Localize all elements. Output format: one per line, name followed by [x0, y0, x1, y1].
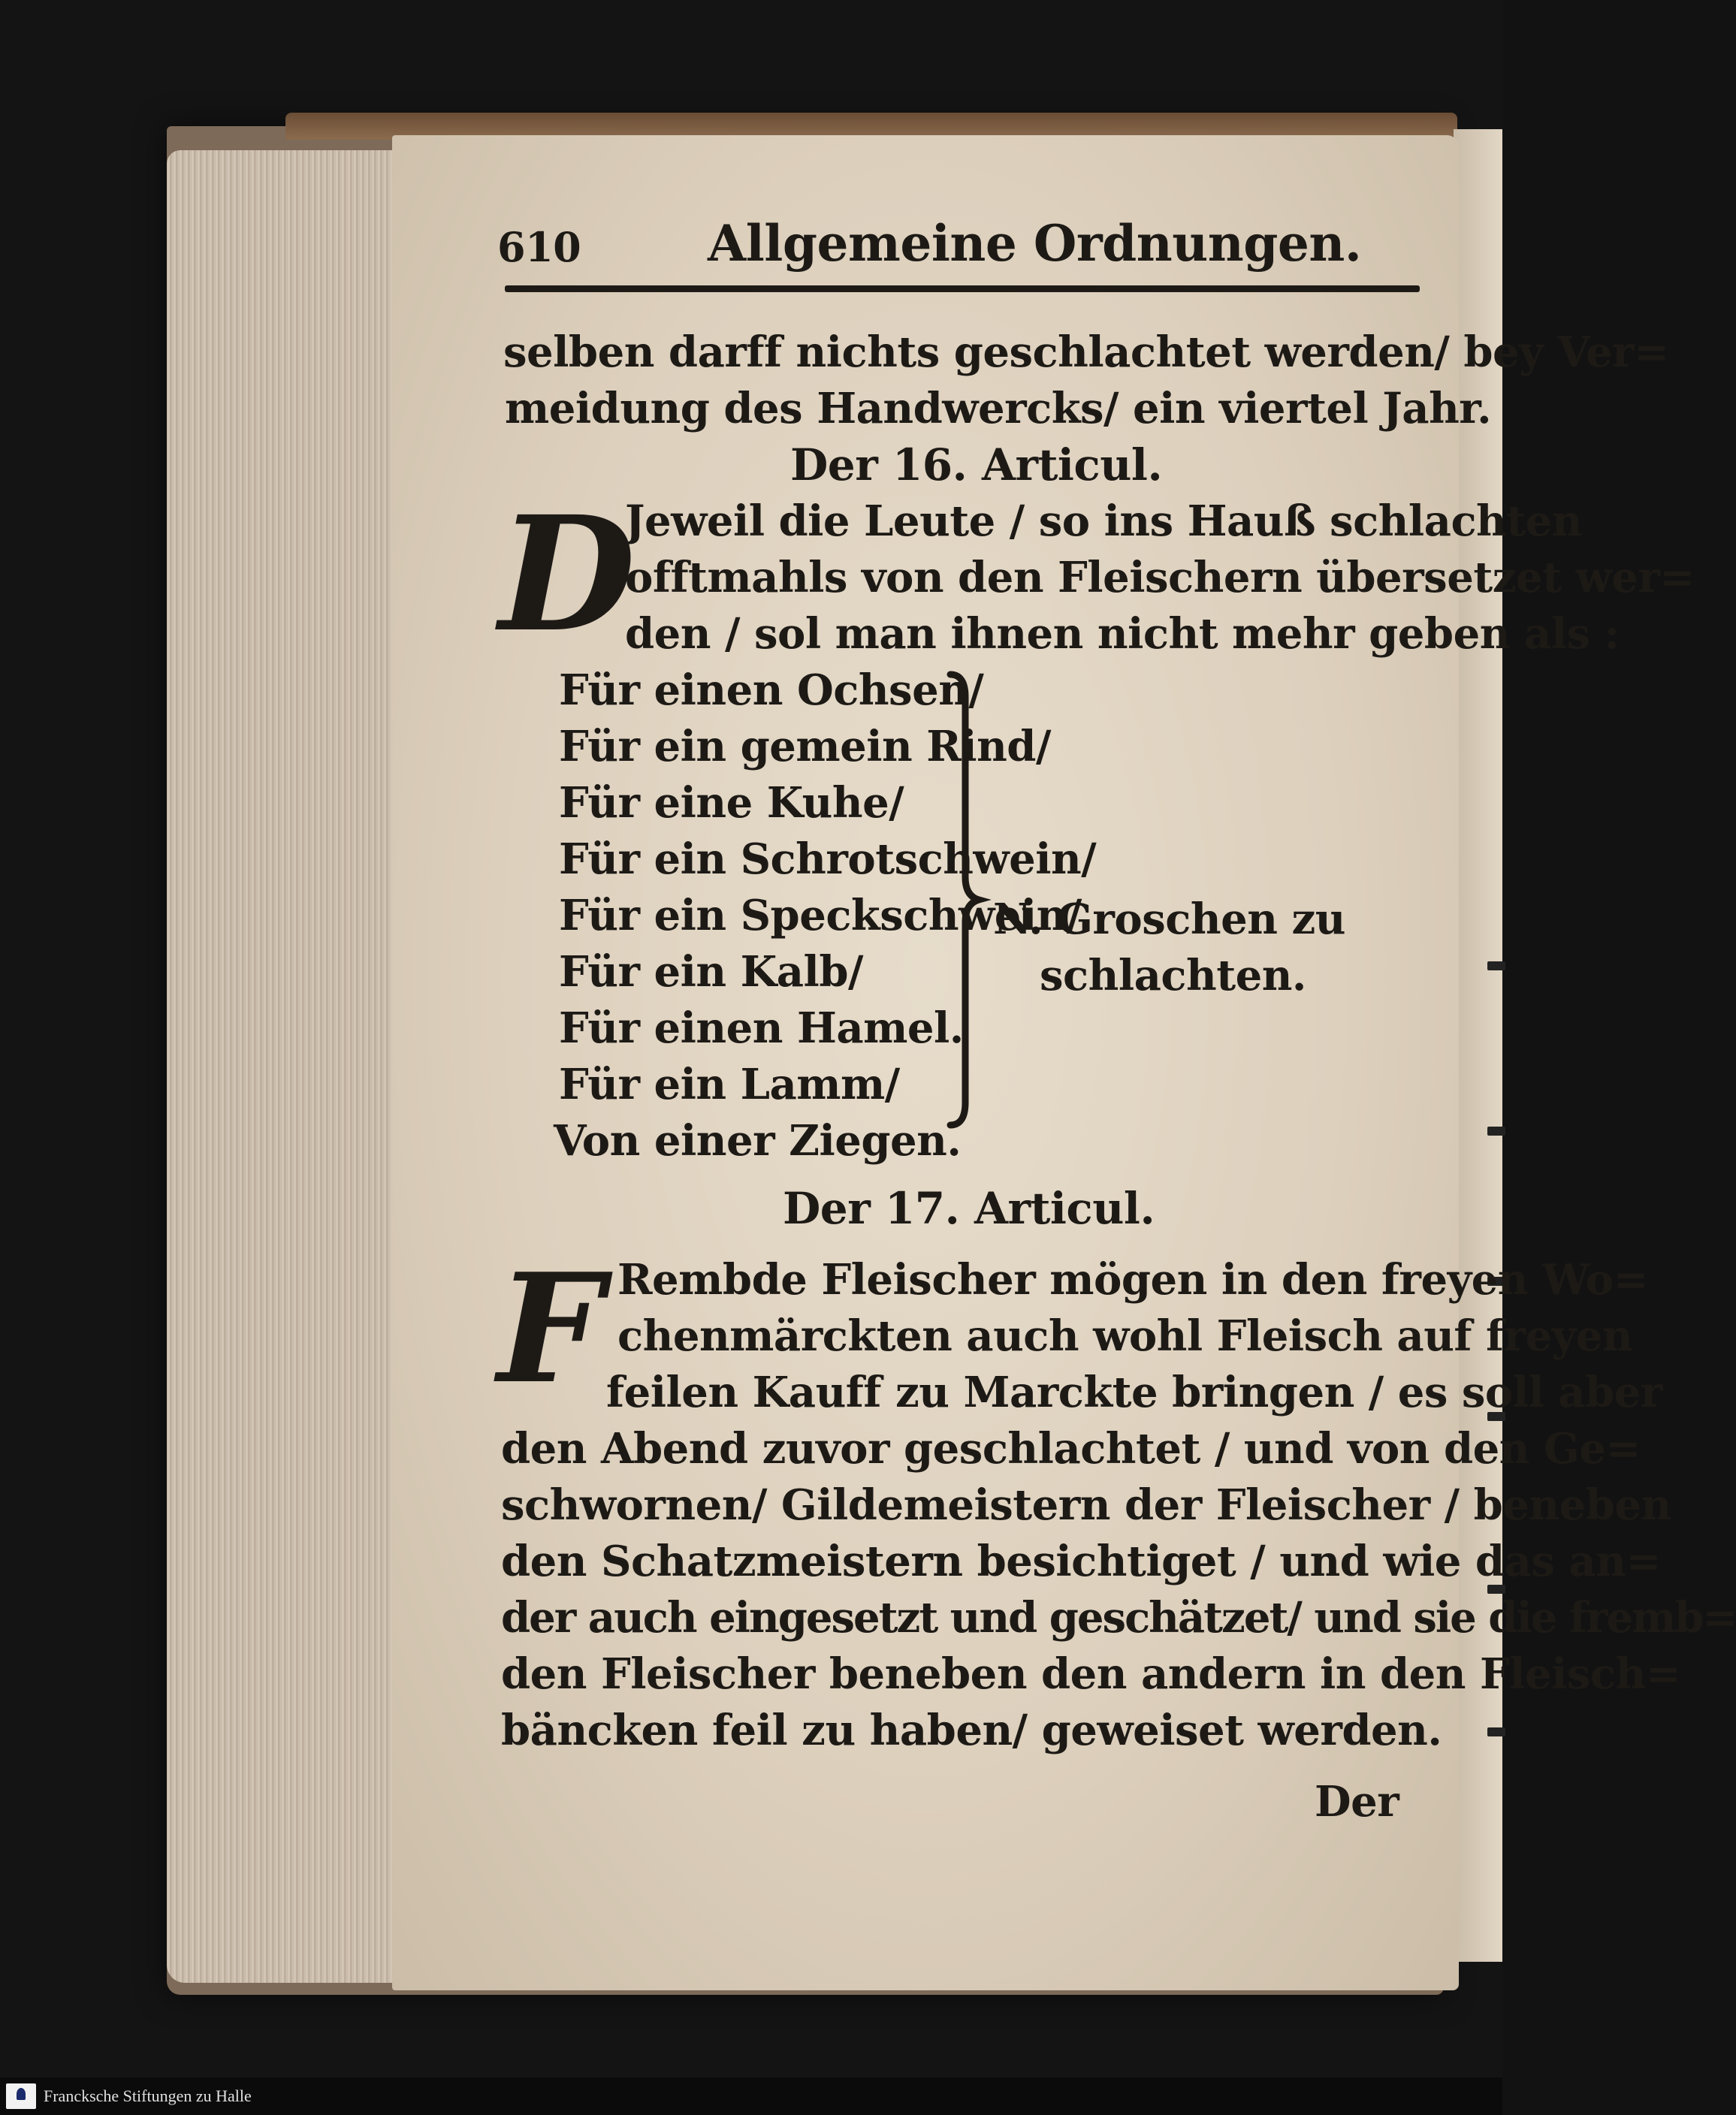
fee-item: Für ein Speckschwein/	[559, 891, 1082, 940]
header-rule	[505, 285, 1420, 292]
drop-cap-initial: F	[497, 1241, 604, 1417]
institution-name: Francksche Stiftungen zu Halle	[44, 2086, 252, 2105]
fee-note: schlachten.	[1040, 951, 1306, 1000]
text-line: Jeweil die Leute / so ins Hauß schlachten	[625, 496, 1582, 546]
facing-page-letter	[1487, 1127, 1505, 1136]
fee-item: Für ein Schrotschwein/	[559, 834, 1097, 884]
footer-bar	[0, 2077, 1502, 2115]
fee-note: N. Groschen zu	[993, 895, 1345, 944]
printed-page	[392, 135, 1736, 1990]
text-line: selben darff nichts geschlachtet werden/ bey Ver=	[503, 327, 1669, 377]
fee-item: Von einer Ziegen.	[554, 1116, 962, 1166]
running-title: Allgemeine Ordnungen.	[708, 214, 1362, 273]
page-edges	[167, 150, 400, 1983]
text-line: den Abend zuvor geschlachtet / und von den Ge=	[501, 1424, 1641, 1474]
fee-item: Für einen Hamel.	[559, 1003, 964, 1053]
institution-logo-icon	[6, 2083, 36, 2109]
text-line: den / sol man ihnen nicht mehr geben als :	[625, 609, 1620, 659]
text-line: chenmärckten auch wohl Fleisch auf freyen	[617, 1311, 1633, 1361]
fee-item: Für ein Kalb/	[559, 947, 863, 997]
fee-item: Für eine Kuhe/	[559, 778, 904, 828]
fee-item: Für ein Lamm/	[559, 1060, 900, 1109]
text-line: schwornen/ Gildemeistern der Fleischer / beneben	[501, 1480, 1671, 1530]
fee-item: Für einen Ochsen/	[559, 665, 984, 715]
text-line: den Fleischer beneben den andern in den Fleisch=	[501, 1649, 1681, 1699]
facing-page-letter	[1487, 1727, 1505, 1736]
article-17-heading: Der 17. Articul.	[783, 1183, 1155, 1234]
text-line: der auch eingesetzt und geschätzet/ und sie die fremb=	[501, 1593, 1736, 1643]
curly-brace	[943, 667, 988, 1133]
fee-item: Für ein gemein Rind/	[559, 722, 1051, 771]
text-line: offtmahls von den Fleischern übersetzet wer=	[625, 553, 1695, 602]
text-line: feilen Kauff zu Marckte bringen / es soll aber	[606, 1368, 1662, 1417]
article-16-heading: Der 16. Articul.	[790, 439, 1163, 490]
drop-cap-initial: D	[499, 481, 636, 667]
text-line: den Schatzmeistern besichtiget / und wie das an=	[501, 1537, 1661, 1586]
catchword: Der	[1315, 1777, 1399, 1827]
page-number: 610	[497, 223, 581, 271]
text-line: Rembde Fleischer mögen in den freyen Wo=	[617, 1255, 1649, 1305]
text-line: meidung des Handwercks/ ein viertel Jahr.	[505, 384, 1492, 433]
text-line: bäncken feil zu haben/ geweiset werden.	[501, 1706, 1442, 1755]
facing-page-letter	[1487, 961, 1505, 970]
